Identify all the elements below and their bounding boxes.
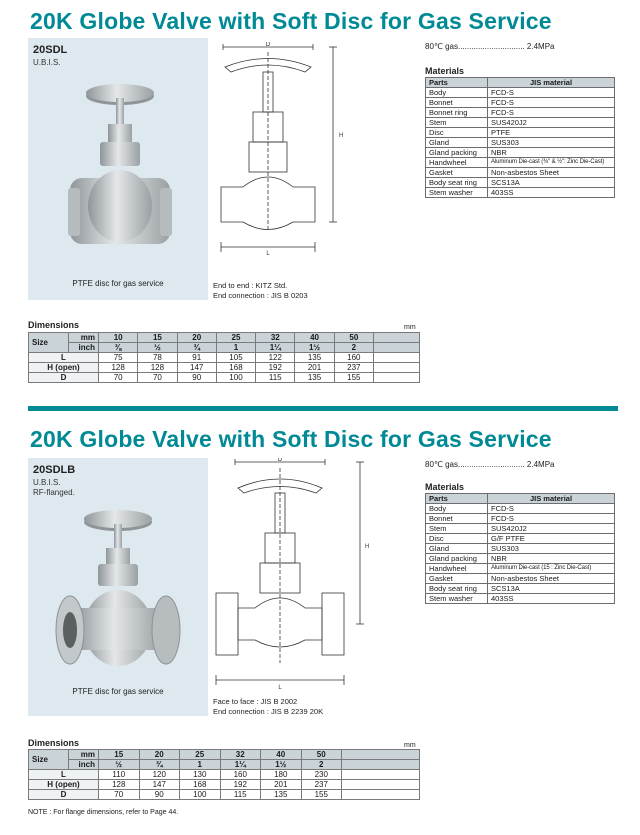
dim-label-d: D — [265, 42, 271, 48]
part-material: SUS303 — [488, 544, 615, 554]
header-size: Size — [29, 750, 69, 770]
part-name: Gland — [426, 544, 488, 554]
table-header-row — [29, 760, 420, 770]
table-row — [426, 594, 615, 604]
part-name: Bonnet — [426, 98, 488, 108]
part-material: FCD-S — [488, 504, 615, 514]
size-inch: 2 — [301, 760, 342, 770]
table-row — [426, 564, 615, 574]
cell: 90 — [177, 373, 216, 383]
model-sub-label: U.B.I.S. — [33, 478, 61, 487]
part-material: FCD-S — [488, 108, 615, 118]
cell: 122 — [256, 353, 295, 363]
cell: 192 — [220, 780, 261, 790]
part-name: Gasket — [426, 574, 488, 584]
valve-technical-drawing — [210, 458, 380, 698]
pressure-rating: 80℃ gas.............................. 2.4MPa — [425, 460, 555, 469]
table-row — [426, 148, 615, 158]
table-header-row — [29, 333, 420, 343]
photo-caption: PTFE disc for gas service — [72, 279, 164, 288]
part-name: Gasket — [426, 168, 488, 178]
header-parts: Parts — [426, 78, 488, 88]
size-mm: 20 — [177, 333, 216, 343]
model-code: 20SDLB — [33, 464, 76, 476]
cell: 135 — [295, 353, 334, 363]
dimensions-title: Dimensions — [28, 738, 80, 748]
part-name: Gland — [426, 138, 488, 148]
table-row — [426, 574, 615, 584]
section-title: 20K Globe Valve with Soft Disc for Gas Service — [30, 426, 552, 452]
part-name: Body — [426, 88, 488, 98]
table-row — [426, 544, 615, 554]
header-parts: Parts — [426, 494, 488, 504]
cell: 201 — [295, 363, 334, 373]
row-label: L — [29, 770, 99, 780]
table-row — [426, 554, 615, 564]
table-header-row — [29, 343, 420, 353]
cell: 128 — [138, 363, 177, 373]
end-note-line: Face to face : JIS B 2002 — [213, 697, 298, 706]
dimensions-unit: mm — [404, 324, 416, 331]
cell: 100 — [216, 373, 255, 383]
end-note-line: End to end : KITZ Std. — [213, 281, 288, 290]
cell: 160 — [220, 770, 261, 780]
size-inch: ¾ — [139, 760, 180, 770]
row-label: D — [29, 790, 99, 800]
dim-label-h: H — [365, 544, 370, 550]
pressure-rating: 80℃ gas.............................. 2.4MPa — [425, 42, 555, 51]
part-name: Gland packing — [426, 554, 488, 564]
table-row — [426, 118, 615, 128]
size-mm: 40 — [295, 333, 334, 343]
photo-caption: PTFE disc for gas service — [72, 687, 164, 696]
header-inch: inch — [69, 760, 99, 770]
valve-photo-illustration — [28, 38, 208, 300]
cell: 201 — [261, 780, 302, 790]
table-row — [426, 98, 615, 108]
section-divider — [28, 406, 618, 411]
table-row — [426, 158, 615, 168]
size-mm: 32 — [220, 750, 261, 760]
part-material: Aluminum Die-cast (⅜" & ½": Zinc Die-Cast) — [488, 158, 615, 168]
size-mm: 15 — [138, 333, 177, 343]
flange-note: NOTE : For flange dimensions, refer to Page 44. — [28, 809, 179, 816]
product-photo-panel — [28, 458, 208, 716]
table-row — [29, 363, 420, 373]
row-label: D — [29, 373, 99, 383]
table-row — [426, 138, 615, 148]
table-row — [29, 770, 420, 780]
size-inch: 1 — [180, 760, 221, 770]
table-row — [426, 168, 615, 178]
table-row — [29, 780, 420, 790]
part-name: Disc — [426, 128, 488, 138]
part-material: G/F PTFE — [488, 534, 615, 544]
cell: 90 — [139, 790, 180, 800]
dimensions-unit: mm — [404, 742, 416, 749]
section-title: 20K Globe Valve with Soft Disc for Gas Service — [30, 8, 552, 34]
part-name: Handwheel — [426, 564, 488, 574]
valve-technical-drawing — [213, 42, 348, 267]
part-name: Stem — [426, 524, 488, 534]
model-sub-label: RF-flanged. — [33, 488, 75, 497]
part-name: Body seat ring — [426, 178, 488, 188]
header-inch: inch — [69, 343, 99, 353]
part-material: NBR — [488, 148, 615, 158]
table-header-row — [426, 78, 615, 88]
end-note-line: End connection : JIS B 0203 — [213, 291, 308, 300]
table-row — [426, 504, 615, 514]
cell: 237 — [301, 780, 342, 790]
part-material: SCS13A — [488, 178, 615, 188]
table-row — [426, 514, 615, 524]
part-material: FCD-S — [488, 88, 615, 98]
header-jis-material: JIS material — [488, 78, 615, 88]
size-inch: 1¼ — [256, 343, 295, 353]
part-material: Non-asbestos Sheet — [488, 168, 615, 178]
size-inch: 1½ — [261, 760, 302, 770]
cell: 155 — [334, 373, 373, 383]
size-mm: 25 — [216, 333, 255, 343]
cell: 110 — [99, 770, 140, 780]
part-material: NBR — [488, 554, 615, 564]
part-material: SCS13A — [488, 584, 615, 594]
part-name: Stem washer — [426, 188, 488, 198]
table-row — [426, 128, 615, 138]
table-row — [426, 178, 615, 188]
size-inch: ½ — [99, 760, 140, 770]
dim-label-h: H — [339, 133, 344, 139]
cell: 70 — [138, 373, 177, 383]
dimensions-table — [28, 332, 420, 383]
cell: 100 — [180, 790, 221, 800]
part-material: 403SS — [488, 188, 615, 198]
part-name: Stem — [426, 118, 488, 128]
row-label: H (open) — [29, 780, 99, 790]
header-jis-material: JIS material — [488, 494, 615, 504]
end-connection-notes — [213, 281, 308, 301]
part-material: 403SS — [488, 594, 615, 604]
size-inch: ⅜ — [99, 343, 138, 353]
part-name: Bonnet ring — [426, 108, 488, 118]
table-row — [29, 790, 420, 800]
part-material: FCD-S — [488, 514, 615, 524]
dimensions-table — [28, 749, 420, 800]
part-name: Gland packing — [426, 148, 488, 158]
part-material: PTFE — [488, 128, 615, 138]
part-name: Bonnet — [426, 514, 488, 524]
size-inch: ¾ — [177, 343, 216, 353]
product-photo-panel — [28, 38, 208, 300]
part-material: SUS420J2 — [488, 118, 615, 128]
table-row — [426, 88, 615, 98]
part-name: Body seat ring — [426, 584, 488, 594]
dim-label-d: D — [277, 458, 283, 463]
dim-label-l: L — [278, 685, 282, 691]
materials-title: Materials — [425, 482, 465, 492]
header-size: Size — [29, 333, 69, 353]
cell: 120 — [139, 770, 180, 780]
valve-photo-illustration — [28, 458, 208, 716]
part-material: SUS420J2 — [488, 524, 615, 534]
part-material: Aluminum Die-cast (15 : Zinc Die-Cast) — [488, 564, 615, 574]
size-inch: 1 — [216, 343, 255, 353]
size-mm: 10 — [99, 333, 138, 343]
materials-table — [425, 493, 615, 604]
model-sub-label: U.B.I.S. — [33, 58, 61, 67]
part-name: Handwheel — [426, 158, 488, 168]
size-mm: 15 — [99, 750, 140, 760]
cell: 115 — [220, 790, 261, 800]
cell: 70 — [99, 790, 140, 800]
table-row — [426, 188, 615, 198]
cell: 75 — [99, 353, 138, 363]
header-mm: mm — [69, 750, 99, 760]
table-header-row — [29, 750, 420, 760]
cell: 91 — [177, 353, 216, 363]
section-20sdl — [0, 0, 640, 400]
table-row — [426, 108, 615, 118]
size-mm: 40 — [261, 750, 302, 760]
part-name: Body — [426, 504, 488, 514]
size-inch: 1½ — [295, 343, 334, 353]
cell: 180 — [261, 770, 302, 780]
size-inch: 2 — [334, 343, 373, 353]
row-label: L — [29, 353, 99, 363]
cell: 160 — [334, 353, 373, 363]
cell: 128 — [99, 363, 138, 373]
cell: 237 — [334, 363, 373, 373]
table-row — [29, 373, 420, 383]
cell: 168 — [180, 780, 221, 790]
size-mm: 32 — [256, 333, 295, 343]
materials-title: Materials — [425, 66, 465, 76]
row-label: H (open) — [29, 363, 99, 373]
table-row — [29, 353, 420, 363]
cell: 115 — [256, 373, 295, 383]
table-row — [426, 534, 615, 544]
cell: 155 — [301, 790, 342, 800]
size-mm: 25 — [180, 750, 221, 760]
cell: 70 — [99, 373, 138, 383]
part-name: Stem washer — [426, 594, 488, 604]
size-mm: 50 — [301, 750, 342, 760]
cell: 192 — [256, 363, 295, 373]
size-mm: 20 — [139, 750, 180, 760]
cell: 147 — [139, 780, 180, 790]
cell: 147 — [177, 363, 216, 373]
part-material: FCD-S — [488, 98, 615, 108]
part-name: Disc — [426, 534, 488, 544]
part-material: Non-asbestos Sheet — [488, 574, 615, 584]
dim-label-l: L — [266, 251, 270, 257]
model-code: 20SDL — [33, 44, 68, 56]
dimensions-title: Dimensions — [28, 320, 80, 330]
cell: 168 — [216, 363, 255, 373]
cell: 105 — [216, 353, 255, 363]
cell: 230 — [301, 770, 342, 780]
end-connection-notes — [213, 697, 323, 717]
materials-table — [425, 77, 615, 198]
part-material: SUS303 — [488, 138, 615, 148]
cell: 78 — [138, 353, 177, 363]
size-inch: ½ — [138, 343, 177, 353]
cell: 130 — [180, 770, 221, 780]
cell: 135 — [295, 373, 334, 383]
table-row — [426, 524, 615, 534]
size-inch: 1¼ — [220, 760, 261, 770]
table-header-row — [426, 494, 615, 504]
table-row — [426, 584, 615, 594]
cell: 135 — [261, 790, 302, 800]
cell: 128 — [99, 780, 140, 790]
section-20sdlb — [0, 420, 640, 835]
size-mm: 50 — [334, 333, 373, 343]
header-mm: mm — [69, 333, 99, 343]
end-note-line: End connection : JIS B 2239 20K — [213, 707, 324, 716]
